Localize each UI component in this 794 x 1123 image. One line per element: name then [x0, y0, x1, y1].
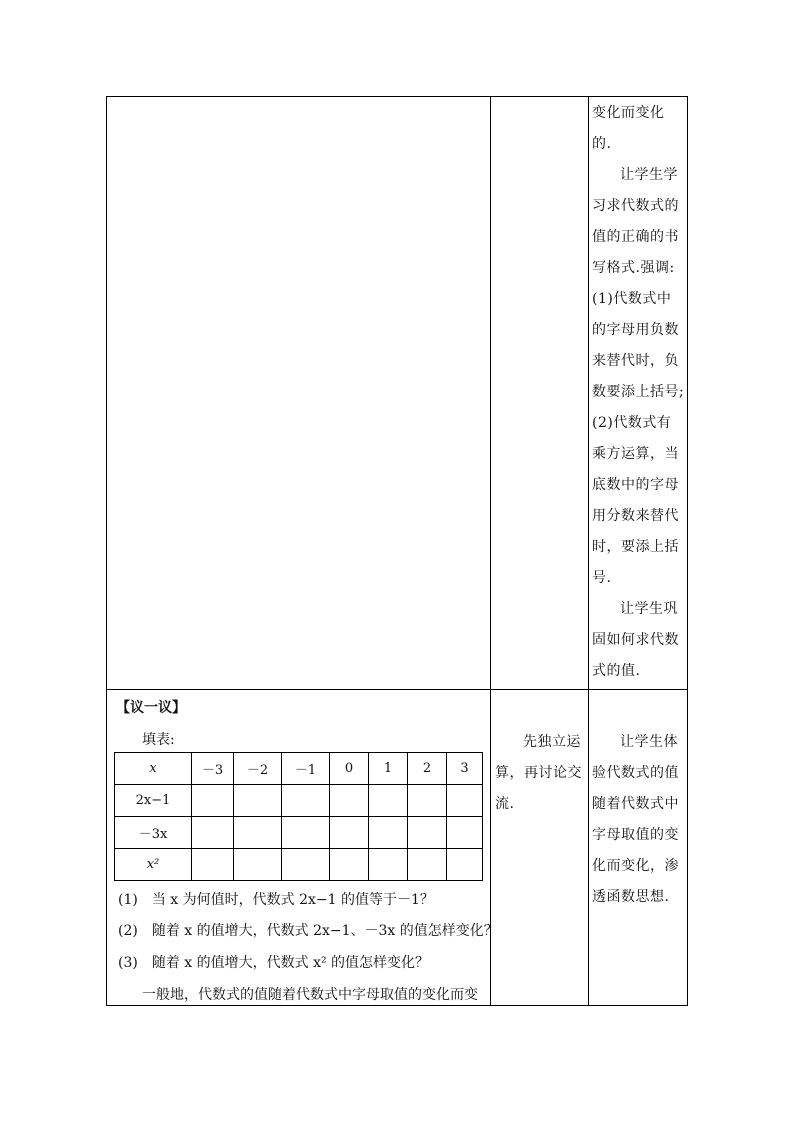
- text-line: 变化而变化: [592, 105, 665, 121]
- text-line: 透函数思想.: [592, 889, 670, 905]
- text-line: 号.: [592, 570, 612, 586]
- blank-cell: [282, 785, 330, 817]
- table-header-cell: 1: [369, 753, 408, 785]
- text-line: 的字母用负数: [592, 322, 679, 338]
- table-header-cell: －3: [192, 753, 234, 785]
- blank-cell: [192, 817, 234, 849]
- text-line: 底数中的字母: [592, 477, 679, 493]
- table-intro: 填表:: [142, 732, 175, 748]
- blank-cell: [369, 785, 408, 817]
- table-header-cell: －1: [282, 753, 330, 785]
- blank-cell: [330, 849, 369, 881]
- table-row: [115, 817, 483, 849]
- text-line: 验代数式的值: [592, 765, 679, 781]
- fill-in-table: [114, 752, 483, 881]
- text-line: 让学生体: [620, 734, 678, 750]
- text-line: 让学生学: [620, 167, 678, 183]
- blank-cell: [447, 785, 483, 817]
- text-line: 习求代数式的: [592, 198, 679, 214]
- middle-column: [495, 727, 587, 820]
- table-header-cell: 3: [447, 753, 483, 785]
- text-line: 用分数来替代: [592, 508, 679, 524]
- blank-cell: [369, 849, 408, 881]
- column-divider-2: [588, 96, 589, 1006]
- right-column-bottom: [592, 727, 684, 913]
- table-header-cell: x: [115, 753, 192, 785]
- text-line: 化而变化，渗: [592, 858, 679, 874]
- blank-cell: [408, 817, 447, 849]
- blank-cell: [282, 849, 330, 881]
- blank-cell: [234, 849, 282, 881]
- table-header-cell: －2: [234, 753, 282, 785]
- table-row: [115, 785, 483, 817]
- text-line: 数要添上括号;: [592, 384, 685, 400]
- blank-cell: [408, 849, 447, 881]
- text-line: 式的值.: [592, 663, 641, 679]
- text-line: (1)代数式中: [592, 291, 672, 307]
- blank-cell: [234, 817, 282, 849]
- text-line: 算，再讨论交: [495, 765, 582, 781]
- text-line: 先独立运: [523, 734, 581, 750]
- row-divider: [106, 689, 688, 690]
- text-line: 随着代数式中: [592, 796, 679, 812]
- text-line: 字母取值的变: [592, 827, 679, 843]
- section-heading: 【议一议】: [116, 700, 186, 716]
- table-header-row: [115, 753, 483, 785]
- text-line: 值的正确的书: [592, 229, 679, 245]
- blank-cell: [192, 785, 234, 817]
- text-line: 固如何求代数: [592, 632, 679, 648]
- table-row: [115, 849, 483, 881]
- summary-text: 一般地，代数式的值随着代数式中字母取值的变化而变: [142, 987, 478, 1003]
- blank-cell: [369, 817, 408, 849]
- question-3: (3) 随着 x 的值增大，代数式 x² 的值怎样变化？: [118, 955, 430, 971]
- text-line: 让学生巩: [620, 601, 678, 617]
- blank-cell: [192, 849, 234, 881]
- row-label: x²: [115, 849, 192, 881]
- column-divider-1: [490, 96, 491, 1006]
- question-1: (1) 当 x 为何值时，代数式 2x−1 的值等于－1？: [118, 892, 434, 908]
- row-label: 2x−1: [115, 785, 192, 817]
- table-header-cell: 2: [408, 753, 447, 785]
- text-line: 时，要添上括: [592, 539, 679, 555]
- blank-cell: [447, 849, 483, 881]
- blank-cell: [447, 817, 483, 849]
- row-label: －3x: [115, 817, 192, 849]
- blank-cell: [408, 785, 447, 817]
- text-line: 写格式.强调:: [592, 260, 675, 276]
- text-line: 的.: [592, 136, 612, 152]
- text-line: 来替代时，负: [592, 353, 679, 369]
- blank-cell: [234, 785, 282, 817]
- text-line: (2)代数式有: [592, 415, 672, 431]
- table-header-cell: 0: [330, 753, 369, 785]
- text-line: 乘方运算，当: [592, 446, 679, 462]
- blank-cell: [330, 817, 369, 849]
- right-column-top: [592, 98, 684, 687]
- question-2: (2) 随着 x 的值增大，代数式 2x−1、－3x 的值怎样变化？: [118, 923, 498, 939]
- blank-cell: [282, 817, 330, 849]
- blank-cell: [330, 785, 369, 817]
- text-line: 流.: [495, 796, 515, 812]
